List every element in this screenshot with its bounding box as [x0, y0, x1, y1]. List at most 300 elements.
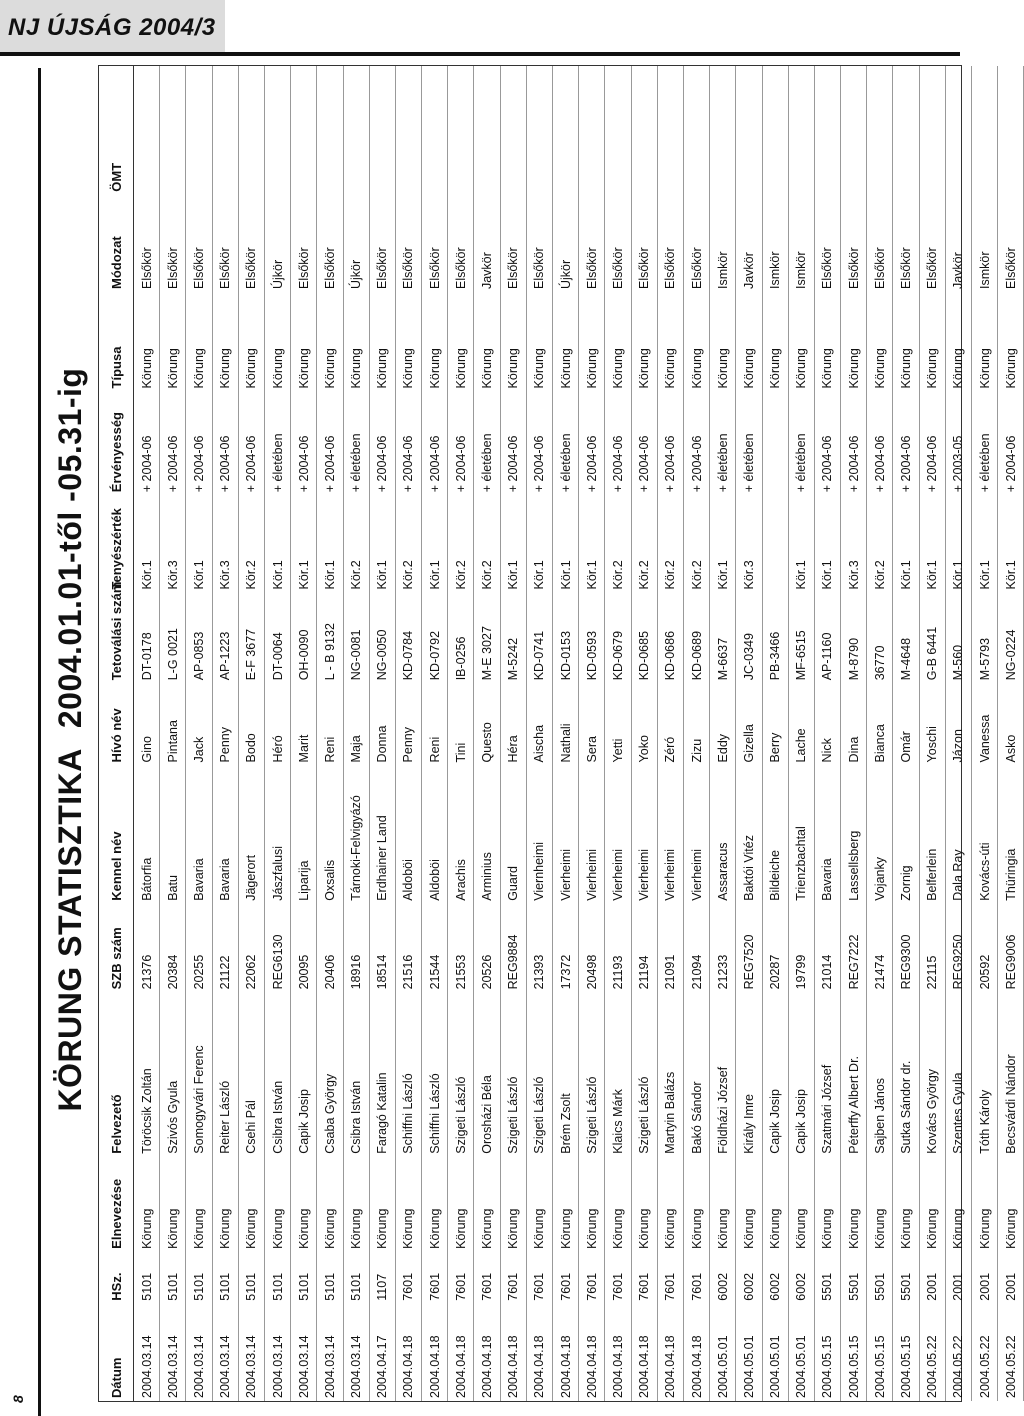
table-cell: 2004.03.14 — [322, 1335, 337, 1398]
table-cell — [579, 66, 605, 195]
table-cell: Elsőkör — [820, 247, 835, 290]
table-cell: 5101 — [218, 1272, 233, 1301]
table-cell: Szentes Gyula — [951, 1072, 966, 1154]
table-cell: Körung — [558, 1208, 573, 1249]
table-cell: Újkör — [558, 259, 573, 290]
table-cell — [160, 66, 186, 195]
table-cell: Yoschi — [925, 726, 940, 763]
table-cell — [762, 66, 788, 195]
table-cell: Körung — [139, 348, 154, 389]
table-cell: Töröcsik Zoltán — [139, 1068, 154, 1154]
table-cell: Questo — [480, 722, 495, 763]
table-cell: Elsőkör — [401, 247, 416, 290]
table-cell: Trienzbachtal — [794, 826, 809, 901]
table-row — [579, 66, 605, 1401]
page-number: 8 — [10, 1395, 26, 1403]
table-cell: KD-0741 — [532, 630, 547, 681]
table-cell: 20592 — [977, 954, 992, 990]
table-cell: 7601 — [506, 1272, 521, 1301]
table-cell: Körung — [165, 1208, 180, 1249]
table-cell: Kör.1 — [899, 560, 914, 590]
table-cell: DT-0178 — [139, 632, 154, 681]
table-cell: Körung — [296, 348, 311, 389]
column-header: Érvényesség — [99, 391, 134, 495]
table-cell: Körung — [637, 1208, 652, 1249]
table-cell: Bavaria — [191, 858, 206, 901]
table-cell: + 2004-06 — [846, 435, 861, 493]
table-cell: Eddy — [715, 733, 730, 763]
table-cell: Elsőkör — [453, 247, 468, 290]
column-header: Tetoválási szám — [99, 593, 134, 684]
table-cell: + 2004-06 — [322, 435, 337, 493]
table-cell: Elsőkör — [925, 247, 940, 290]
table-cell: Kör.1 — [820, 560, 835, 590]
table-cell: Vanessa — [977, 714, 992, 763]
table-cell: Orosházi Béla — [480, 1075, 495, 1154]
table-row — [343, 66, 369, 1401]
table-row — [369, 66, 395, 1401]
table-cell: Bavaria — [218, 858, 233, 901]
table-cell: Schiffni László — [401, 1073, 416, 1154]
table-cell: Jack — [191, 736, 206, 763]
table-cell: Újkör — [270, 259, 285, 290]
table-cell: Sajben János — [872, 1077, 887, 1154]
table-row — [867, 66, 893, 1401]
table-cell: Thüringia — [1003, 848, 1018, 901]
table-cell: + 2004-06 — [532, 435, 547, 493]
table-cell: + életében — [977, 433, 992, 493]
table-cell: Körung — [349, 1208, 364, 1249]
column-header: Dátum — [99, 1304, 134, 1401]
table-cell: 2004.05.01 — [741, 1335, 756, 1398]
table-cell: Martyin Balázs — [663, 1071, 678, 1154]
table-cell: + 2004-06 — [453, 435, 468, 493]
table-cell: 21014 — [820, 954, 835, 990]
table-cell: 2004.05.01 — [715, 1335, 730, 1398]
table-cell: + 2004-06 — [401, 435, 416, 493]
table-row — [762, 66, 788, 1401]
table-cell: Dina — [846, 736, 861, 763]
table-cell: Kör.2 — [480, 560, 495, 590]
table-cell: Kör.1 — [584, 560, 599, 590]
table-cell: Kör.1 — [427, 560, 442, 590]
table-cell: 7601 — [689, 1272, 704, 1301]
table-cell: Vierheimi — [610, 848, 625, 901]
table-body — [134, 66, 1024, 1401]
table-cell: Bavaria — [820, 858, 835, 901]
table-cell: Yoko — [637, 735, 652, 763]
table-cell: Zéró — [663, 736, 678, 763]
table-cell: + 2004-06 — [218, 435, 233, 493]
table-cell — [998, 66, 1024, 195]
table-cell: Javkör — [480, 252, 495, 290]
table-cell: 5501 — [820, 1272, 835, 1301]
table-cell: Reni — [427, 736, 442, 763]
header-rule — [0, 52, 960, 56]
table-cell: Gino — [139, 736, 154, 763]
table-cell: 21474 — [872, 954, 887, 990]
side-rule — [38, 68, 41, 1416]
table-cell: 20384 — [165, 954, 180, 990]
table-cell: Körung — [218, 348, 233, 389]
table-cell: 2004.05.01 — [794, 1335, 809, 1398]
table-cell: Nick — [820, 738, 835, 763]
table-cell: Körung — [506, 348, 521, 389]
table-cell: Körung — [401, 348, 416, 389]
table-row — [500, 66, 526, 1401]
table-cell: REG7222 — [846, 934, 861, 990]
table-cell: 2004.05.22 — [1003, 1335, 1018, 1398]
table-cell: + 2004-06 — [375, 435, 390, 493]
table-cell: KD-0153 — [558, 630, 573, 681]
table-cell — [867, 66, 893, 195]
table-cell: IB-0256 — [453, 636, 468, 681]
table-cell: Ismkör — [977, 251, 992, 290]
table-cell: 21091 — [663, 954, 678, 990]
table-cell: 18514 — [375, 954, 390, 990]
table-row — [317, 66, 343, 1401]
table-cell: 2004.04.18 — [610, 1335, 625, 1398]
table-cell: Körung — [715, 348, 730, 389]
table-cell: 5101 — [296, 1272, 311, 1301]
table-cell: Körung — [1003, 1208, 1018, 1249]
table-cell: 2001 — [1003, 1272, 1018, 1301]
table-cell: Körung — [244, 348, 259, 389]
table-cell: Capik Josip — [794, 1089, 809, 1154]
table-cell: KD-0689 — [689, 630, 704, 681]
table-row — [264, 66, 290, 1401]
table-cell: 2004.04.18 — [584, 1335, 599, 1398]
table-cell: Héra — [506, 735, 521, 763]
table-cell: + életében — [741, 433, 756, 493]
table-cell: PB-3466 — [768, 631, 783, 681]
table-cell: Körung — [532, 348, 547, 389]
table-cell: Körung — [741, 1208, 756, 1249]
table-cell: 2004.03.14 — [296, 1335, 311, 1398]
table-cell: + 2004-06 — [427, 435, 442, 493]
table-cell: 2004.04.18 — [480, 1335, 495, 1398]
table-cell: + 2004-06 — [244, 435, 259, 493]
statistics-table — [99, 66, 1024, 1401]
table-cell: Szigeti László — [637, 1076, 652, 1154]
table-cell — [710, 66, 736, 195]
table-cell: 5101 — [165, 1272, 180, 1301]
table-row — [710, 66, 736, 1401]
table-cell: Vierheimi — [689, 848, 704, 901]
table-cell: Szigeti László — [453, 1076, 468, 1154]
table-cell: Kör.1 — [977, 560, 992, 590]
table-cell: + 2004-06 — [506, 435, 521, 493]
table-cell: Körung — [610, 1208, 625, 1249]
table-cell: 5101 — [322, 1272, 337, 1301]
table-cell: Kör.1 — [506, 560, 521, 590]
table-cell: Donna — [375, 725, 390, 763]
table-cell: 2004.05.22 — [951, 1335, 966, 1398]
table-cell: Kör.1 — [375, 560, 390, 590]
table-cell: OH-0090 — [296, 629, 311, 681]
table-row — [683, 66, 709, 1401]
table-cell: 21376 — [139, 954, 154, 990]
table-cell: + 2004-06 — [872, 435, 887, 493]
table-cell — [631, 66, 657, 195]
table-cell: 18916 — [349, 954, 364, 990]
title-text: KÖRUNG STATISZTIKA — [52, 748, 88, 1112]
table-cell: Körung — [270, 348, 285, 389]
table-cell: + 2004-06 — [1003, 435, 1018, 493]
table-cell: + 2004-06 — [610, 435, 625, 493]
table-cell: 1107 — [375, 1273, 390, 1301]
table-cell: Assaracus — [715, 842, 730, 901]
table-cell: Körung — [794, 1208, 809, 1249]
table-cell: M-6637 — [715, 637, 730, 681]
table-cell — [893, 66, 919, 195]
table-cell: Vojanky — [872, 857, 887, 901]
column-header: HSz. — [99, 1252, 134, 1304]
table-cell: 5501 — [872, 1272, 887, 1301]
table-cell: Zizu — [689, 738, 704, 763]
table-cell: Körung — [375, 348, 390, 389]
table-cell: Körung — [663, 1208, 678, 1249]
table-cell: Elsőkör — [322, 247, 337, 290]
table-cell: Klaics Márk — [610, 1089, 625, 1154]
table-cell: AP-1223 — [218, 631, 233, 681]
table-cell: Elsőkör — [610, 247, 625, 290]
table-cell: Körung — [689, 1208, 704, 1249]
column-header: Kennel név — [99, 765, 134, 903]
table-cell: 2004.04.18 — [532, 1335, 547, 1398]
table-cell: Körung — [663, 348, 678, 389]
table-cell: + 2004-06 — [820, 435, 835, 493]
table-cell: G-B 6441 — [925, 626, 940, 681]
column-header: ÖMT — [99, 66, 134, 195]
table-cell: Elsőkör — [506, 247, 521, 290]
table-cell: Capik Josip — [296, 1089, 311, 1154]
table-cell: 2004.04.18 — [453, 1335, 468, 1398]
table-cell: REG9300 — [899, 934, 914, 990]
table-cell: Aischa — [532, 724, 547, 763]
table-cell: M-E 3027 — [480, 626, 495, 681]
table-cell: Körung — [768, 1208, 783, 1249]
table-cell: Körung — [453, 1208, 468, 1249]
table-cell: Kör.1 — [139, 560, 154, 590]
table-cell: Kör.2 — [349, 560, 364, 590]
table-header-row — [99, 66, 134, 1401]
table-row — [134, 66, 160, 1401]
rotated-content — [46, 67, 1018, 1412]
table-cell: 2004.03.14 — [139, 1335, 154, 1398]
table-row — [422, 66, 448, 1401]
table-cell: Héró — [270, 735, 285, 763]
table-cell: Körung — [558, 348, 573, 389]
table-cell: Körung — [715, 1208, 730, 1249]
table-cell: 7601 — [427, 1272, 442, 1301]
table-cell — [186, 66, 212, 195]
table-cell: Kör.1 — [1003, 560, 1018, 590]
table-cell: Bakó Sándor — [689, 1081, 704, 1154]
table-cell: Elsőkör — [191, 247, 206, 290]
table-cell: DT-0064 — [270, 632, 285, 681]
table-cell — [369, 66, 395, 195]
table-cell: Körung — [820, 1208, 835, 1249]
table-cell: Elsőkör — [139, 247, 154, 290]
table-cell: + 2004-06 — [689, 435, 704, 493]
table-cell: Kör.2 — [453, 560, 468, 590]
table-cell: Liparija — [296, 860, 311, 901]
table-cell: Elsőkör — [427, 247, 442, 290]
table-cell: Szigeti László — [532, 1076, 547, 1154]
table-cell: Guard — [506, 866, 521, 901]
table-cell: Kör.2 — [872, 560, 887, 590]
table-cell: Elsőkör — [584, 247, 599, 290]
table-cell — [814, 66, 840, 195]
column-header: Módozat — [99, 195, 134, 292]
table-cell: 2004.03.14 — [244, 1335, 259, 1398]
table-cell: Körung — [637, 348, 652, 389]
table-cell: Körung — [349, 348, 364, 389]
table-cell: 2004.03.14 — [191, 1335, 206, 1398]
table-cell: Elsőkör — [165, 247, 180, 290]
table-cell: Zornig — [899, 865, 914, 901]
table-cell: 20406 — [322, 954, 337, 990]
table-cell: 7601 — [663, 1272, 678, 1301]
table-cell: 7601 — [532, 1272, 547, 1301]
table-cell: Körung — [375, 1208, 390, 1249]
table-cell: Kör.3 — [218, 560, 233, 590]
table-cell: Kör.2 — [401, 560, 416, 590]
table-row — [238, 66, 264, 1401]
table-cell: REG7520 — [741, 934, 756, 990]
table-cell: KD-0685 — [637, 630, 652, 681]
table-row — [395, 66, 421, 1401]
table-cell: Yetti — [610, 738, 625, 763]
table-cell: REG6130 — [270, 934, 285, 990]
table-cell: KD-0686 — [663, 630, 678, 681]
table-cell: Sutka Sándor dr. — [899, 1060, 914, 1154]
table-cell: + 2004-06 — [296, 435, 311, 493]
table-cell: Körung — [846, 1208, 861, 1249]
table-cell — [553, 66, 579, 195]
table-cell: Arachis — [453, 859, 468, 901]
table-cell: Kör.1 — [794, 560, 809, 590]
table-row — [736, 66, 762, 1401]
table-cell — [657, 66, 683, 195]
table-row — [788, 66, 814, 1401]
table-cell — [134, 66, 160, 195]
table-cell: Kör.2 — [244, 560, 259, 590]
table-cell: Tini — [453, 742, 468, 763]
table-cell: Körung — [872, 1208, 887, 1249]
table-cell: 7601 — [453, 1272, 468, 1301]
table-cell: Brém Zsolt — [558, 1093, 573, 1154]
table-cell: 2004.04.18 — [663, 1335, 678, 1398]
column-header: Elnevezése — [99, 1157, 134, 1252]
table-cell: Csaba György — [322, 1073, 337, 1154]
table-cell: 36770 — [872, 645, 887, 681]
table-cell: 5101 — [270, 1272, 285, 1301]
table-cell: Elsőkör — [689, 247, 704, 290]
table-cell — [526, 66, 552, 195]
table-cell: 21553 — [453, 954, 468, 990]
table-row — [945, 66, 971, 1401]
table-cell: Vierheimi — [584, 848, 599, 901]
table-cell: Reni — [322, 736, 337, 763]
table-cell — [422, 66, 448, 195]
table-cell: L-G 0021 — [165, 628, 180, 681]
table-cell: 5101 — [349, 1272, 364, 1301]
table-cell: + életében — [480, 433, 495, 493]
table-cell: 21122 — [218, 955, 233, 990]
table-cell: REG9250 — [951, 934, 966, 990]
table-cell: Tóth Károly — [977, 1089, 992, 1154]
table-cell: AP-0853 — [191, 631, 206, 681]
table-cell: Földházi József — [715, 1066, 730, 1154]
table-cell: + életében — [715, 433, 730, 493]
table-cell: 2004.04.18 — [558, 1335, 573, 1398]
table-cell: NG-0081 — [349, 629, 364, 681]
table-cell — [919, 66, 945, 195]
table-cell: 5101 — [191, 1272, 206, 1301]
table-cell — [736, 66, 762, 195]
table-cell — [343, 66, 369, 195]
table-cell: Elsőkör — [637, 247, 652, 290]
table-cell: Kör.3 — [846, 560, 861, 590]
table-cell: 2004.04.18 — [689, 1335, 704, 1398]
table-cell: Asko — [1003, 734, 1018, 763]
table-cell: JC-0349 — [741, 633, 756, 681]
table-cell: Pintana — [165, 720, 180, 763]
table-cell: 20255 — [191, 954, 206, 990]
table-row — [474, 66, 500, 1401]
table-cell: Berry — [768, 732, 783, 763]
table-cell: Elsőkör — [296, 247, 311, 290]
table-cell: Körung — [584, 1208, 599, 1249]
table-row — [919, 66, 945, 1401]
table-cell: Körung — [977, 1208, 992, 1249]
table-cell: Kör.2 — [610, 560, 625, 590]
table-cell: 5501 — [846, 1272, 861, 1301]
table-cell: Szivós Gyula — [165, 1080, 180, 1154]
table-cell: Körung — [322, 348, 337, 389]
table-cell: Kör.1 — [951, 560, 966, 590]
table-cell: Kör.3 — [165, 560, 180, 590]
table-cell: 2004.05.22 — [977, 1335, 992, 1398]
table-row — [631, 66, 657, 1401]
table-cell: Elsőkör — [846, 247, 861, 290]
table-cell: Javkör — [741, 252, 756, 290]
table-row — [657, 66, 683, 1401]
table-cell: 2004.04.17 — [375, 1335, 390, 1398]
table-cell: Körung — [820, 348, 835, 389]
table-cell: Becsvárdi Nándor — [1003, 1054, 1018, 1154]
table-cell — [500, 66, 526, 195]
table-cell: Arminius — [480, 852, 495, 901]
table-row — [972, 66, 998, 1401]
table-cell: Körung — [872, 348, 887, 389]
table-cell: Schiffni László — [427, 1073, 442, 1154]
table-cell: Körung — [480, 348, 495, 389]
table-cell: Körung — [951, 348, 966, 389]
table-cell: + 2004-06 — [165, 435, 180, 493]
statistics-table-box — [98, 65, 1018, 1402]
table-cell — [264, 66, 290, 195]
table-cell: + 2004-06 — [899, 435, 914, 493]
table-cell: Körung — [925, 348, 940, 389]
table-cell: Kovács-úti — [977, 842, 992, 901]
table-cell — [291, 66, 317, 195]
table-cell: Omár — [899, 731, 914, 763]
table-cell: 5101 — [244, 1272, 259, 1301]
table-cell: 21544 — [427, 954, 442, 990]
